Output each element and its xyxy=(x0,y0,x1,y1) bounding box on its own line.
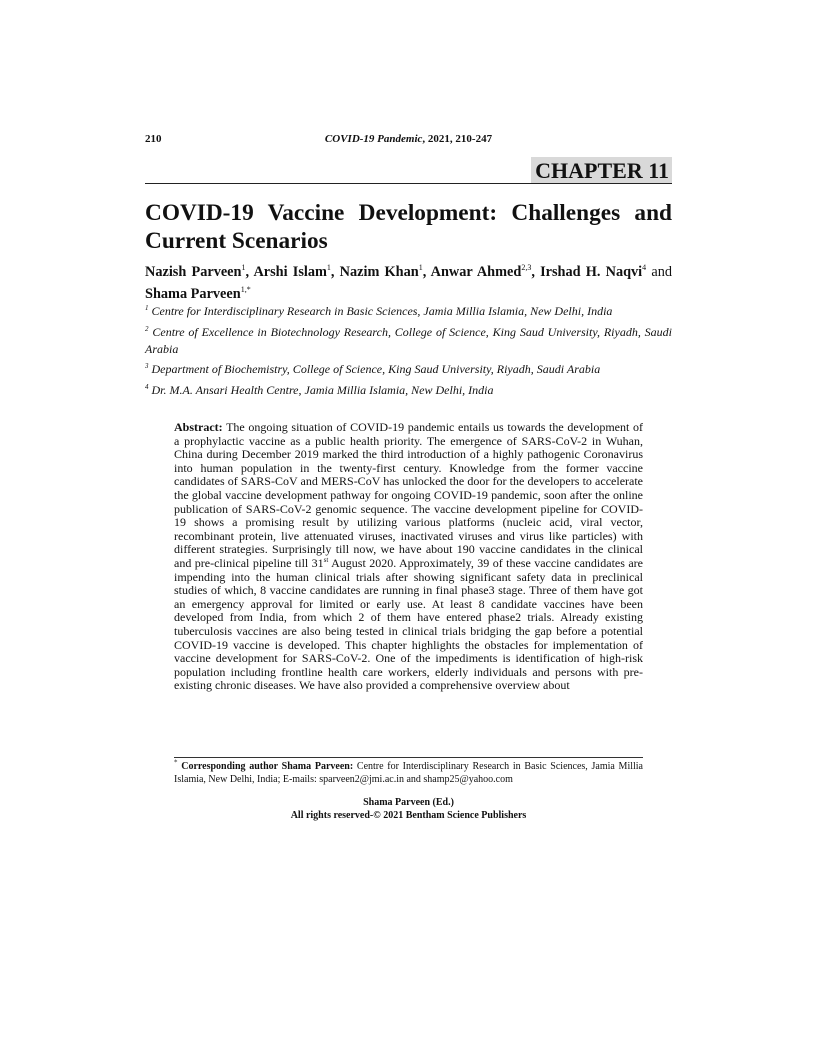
affiliation-list xyxy=(145,303,672,402)
affiliation-text: Centre of Excellence in Biotechnology Research, College of Science, King Saud University, Riyadh, Saudi Arabia xyxy=(145,324,673,356)
author-name: Nazish Parveen xyxy=(145,264,242,280)
author-affil-mark: 1 xyxy=(241,263,246,273)
affiliation xyxy=(145,303,672,320)
abstract xyxy=(174,421,643,693)
abstract-text-continued: August 2020. Approximately, 39 of these vaccine candidates are impending into the human clinical trials after showing significant safety data in preclinical studies of which, 8 vaccine candidates are running in final phase3 stage. Three of them have got an emergency approval for limited or early use. At least 8 candidate vaccines have been developed from India, from which 2 of them have entered phase2 trials. Already existing tuberculosis vaccines are also being tested in clinical trials bridging the gap before a potential COVID-19 vaccine is developed. This chapter highlights the obstacles for implementation of vaccine development for SARS-CoV-2. One of the impediments is identification of high-risk population including frontline health care workers, elderly individuals and persons with pre-existing chronic diseases. We have also provided a comprehensive overview about xyxy=(174,555,643,693)
publisher-block xyxy=(145,797,672,822)
ordinal-suffix: st xyxy=(323,555,329,564)
author-affil-mark: 4 xyxy=(642,263,647,273)
affiliation xyxy=(145,361,672,378)
author-name: Arshi Islam xyxy=(253,264,327,280)
affiliation-text: Centre for Interdisciplinary Research in Basic Sciences, Jamia Millia Islamia, New Delhi, India xyxy=(151,304,613,318)
affiliation-mark: 4 xyxy=(145,382,149,391)
running-header xyxy=(145,133,672,149)
chapter-label: CHAPTER 11 xyxy=(531,157,672,183)
journal-citation xyxy=(145,133,672,145)
corresponding-author-footnote xyxy=(174,758,643,786)
footnote-rule xyxy=(174,757,643,758)
affiliation-mark: 3 xyxy=(145,362,149,370)
footnote-mark: * xyxy=(174,758,178,767)
abstract-text: The ongoing situation of COVID-19 pandemic entails us towards the development of a prophylactic vaccine as a public health priority. The emergence of SARS-CoV-2 in Wuhan, China during December 2019 marked the third introduction of a highly pathogenic Coronavirus into human population in the twenty-first century. Knowledge from the former vaccine candidates of SARS-CoV and MERS-CoV has unlocked the door for the developers to accelerate the global vaccine development pathway for ongoing COVID-19 pandemic, soon after the online publication of SARS-CoV-2 genomic sequence. The vaccine development pipeline for COVID-19 shows a promising result by utilizing various platforms (nucleic acid, viral vector, recombinant protein, live attenuated viruses, inactivated viruses and virus like particles) with different strategies. Surprisingly till now, we have about 190 vaccine candidates in the clinical and pre-clinical pipeline till 31 xyxy=(174,420,643,570)
author-affil-mark: 2,3 xyxy=(521,263,532,273)
author-affil-mark: 1 xyxy=(418,263,423,273)
author-affil-mark: 1 xyxy=(326,263,331,273)
rights-line: All rights reserved-© 2021 Bentham Science Publishers xyxy=(290,809,527,821)
affiliation xyxy=(145,324,672,358)
author-conjunction: and xyxy=(651,264,672,280)
affiliation xyxy=(145,382,672,399)
author-name: Shama Parveen xyxy=(145,286,241,302)
affiliation-mark: 2 xyxy=(145,324,149,333)
abstract-label: Abstract: xyxy=(174,420,223,434)
footnote-text: Centre for Interdisciplinary Research in Basic Sciences, Jamia Millia Islamia, New Delhi, India; E-mails: sparveen2@jmi.ac.in and shamp25@yahoo.com xyxy=(174,761,643,785)
journal-details: , 2021, 210-247 xyxy=(422,133,493,145)
journal-title: COVID-19 Pandemic xyxy=(324,133,423,145)
author-list: Nazish Parveen$^1$, Arshi Islam$^1$, Nazim Khan$^1$, Anwar Ahmed$^{2,3}$, Irshad H. Naqvi$^4$ and Shama Parveen$^{1,*}$ xyxy=(145,263,672,302)
editor-line: Shama Parveen (Ed.) xyxy=(363,797,454,808)
footnote-label: Corresponding author Shama Parveen: xyxy=(181,761,354,772)
chapter-rule xyxy=(145,183,672,184)
author-affil-mark: 1,* xyxy=(240,285,251,295)
author-name: Anwar Ahmed xyxy=(430,264,522,280)
affiliation-text: Dr. M.A. Ansari Health Centre, Jamia Millia Islamia, New Delhi, India xyxy=(151,382,494,397)
chapter-title: COVID-19 Vaccine Development: Challenges and Current Scenarios xyxy=(145,200,672,254)
page-number: 210 xyxy=(145,133,162,145)
affiliation-mark: 1 xyxy=(145,304,149,312)
author-name: Irshad H. Naqvi xyxy=(540,264,643,280)
author-name: Nazim Khan xyxy=(339,264,419,280)
affiliation-text: Department of Biochemistry, College of Science, King Saud University, Riyadh, Saudi Arabia xyxy=(151,362,601,376)
